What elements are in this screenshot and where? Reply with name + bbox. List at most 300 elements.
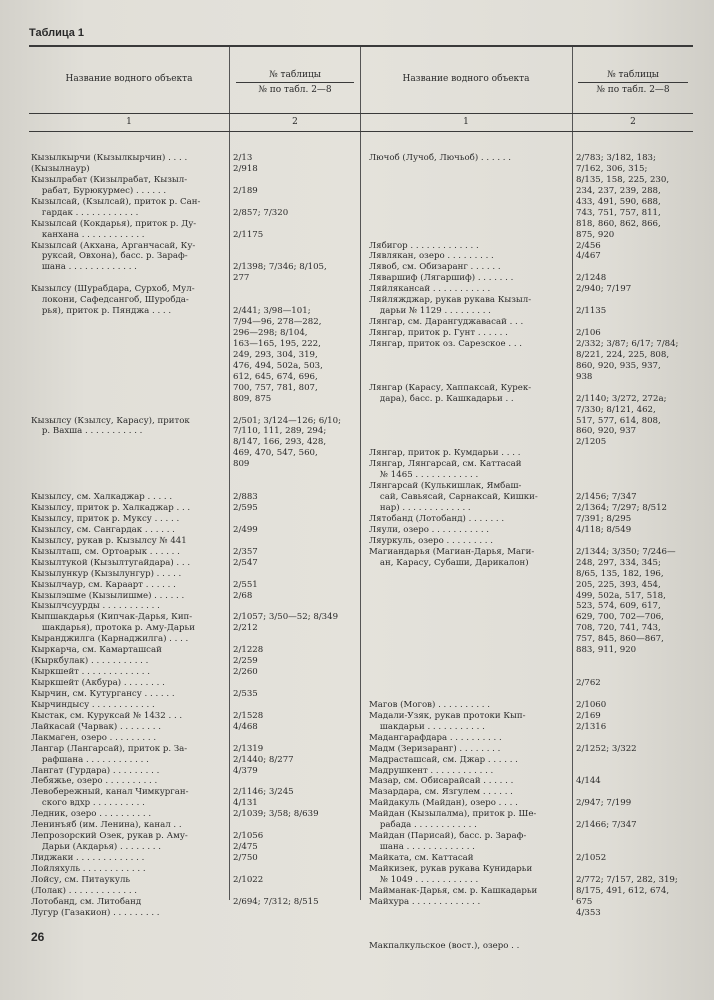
entry-name-line bbox=[31, 361, 228, 372]
entry-table-ref-line: 860, 920, 935, 937, bbox=[576, 360, 661, 371]
entry-name-line: руксай, Овхона), басс. р. Зараф- bbox=[31, 251, 188, 262]
entry-table-ref-line bbox=[576, 481, 692, 492]
entry-name-line: Магов (Могов) . . . . . . . . . . bbox=[369, 699, 490, 710]
entry-name-line bbox=[369, 405, 571, 416]
entry-table-ref-line bbox=[576, 842, 692, 853]
entry-table-ref-line: 2/441; 3/98—101; bbox=[233, 306, 311, 317]
entry-table-ref-line: 8/175, 491, 612, 674, bbox=[576, 885, 670, 896]
entry-table-ref-line bbox=[233, 601, 359, 612]
entry-name-line: Лугур (Газакион) . . . . . . . . . bbox=[31, 907, 160, 918]
header-table-sub-left: № по табл. 2—8 bbox=[258, 85, 332, 95]
entry-name-line: Кызылсу, см. Сангардак . . . . . . bbox=[31, 524, 175, 535]
entry-table-ref-line bbox=[233, 481, 359, 492]
entry-table-ref-line: 2/1252; 3/322 bbox=[576, 743, 637, 754]
entry-table-ref-line bbox=[576, 809, 692, 820]
entry-table-ref-line: 883, 911, 920 bbox=[576, 645, 637, 656]
entry-table-ref-line: 2/357 bbox=[233, 546, 258, 557]
entry-table-ref-line: 2/1039; 3/58; 8/639 bbox=[233, 809, 319, 820]
entry-table-ref-line: 4/144 bbox=[576, 776, 601, 787]
entry-table-ref-line: 2/501; 3/124—126; 6/10; bbox=[233, 415, 341, 426]
entry-name-line: Майхура . . . . . . . . . . . . . bbox=[369, 896, 481, 907]
entry-table-ref-line: 2/1528 bbox=[233, 710, 264, 721]
entry-name-line: шакдарьи . . . . . . . . . . . bbox=[369, 721, 485, 732]
entry-name-line: Кызылташ, см. Ортоарык . . . . . . bbox=[31, 546, 180, 557]
entry-table-ref-line bbox=[576, 733, 692, 744]
entry-name-line bbox=[369, 208, 571, 219]
entry-name-line: Лянгар, приток р. Кумдарьи . . . . bbox=[369, 448, 521, 459]
entry-name-line bbox=[369, 908, 571, 919]
entry-name-line bbox=[31, 405, 228, 416]
column-number-rule bbox=[29, 131, 693, 132]
entry-table-ref-line bbox=[576, 295, 692, 306]
entry-table-ref-line: 2/1344; 3/350; 7/246— bbox=[576, 546, 676, 557]
entry-name-line: Лепрозорский Озек, рукав р. Аму- bbox=[31, 831, 188, 842]
entry-name-line: (Лолак) . . . . . . . . . . . . . bbox=[31, 885, 138, 896]
entry-table-ref-line bbox=[576, 262, 692, 273]
entry-name-line: Майманак-Дарья, см. р. Кашкадарьи bbox=[369, 885, 538, 896]
entry-name-line: Макпалкульское (вост.), озеро . . bbox=[369, 940, 520, 951]
entry-table-ref-line: 2/212 bbox=[233, 623, 258, 634]
entry-table-ref-line bbox=[233, 197, 359, 208]
entry-table-ref-line: 4/131 bbox=[233, 798, 258, 809]
entry-name-line bbox=[369, 591, 571, 602]
entry-name-line bbox=[369, 612, 571, 623]
entry-table-ref-line: 2/918 bbox=[233, 163, 258, 174]
entry-table-ref-line: 469, 470, 547, 560, bbox=[233, 448, 318, 459]
entry-table-ref-line bbox=[233, 219, 359, 230]
entry-table-ref-line: 2/595 bbox=[233, 503, 258, 513]
entry-name-line: Лючоб (Лучоб, Лючьоб) . . . . . . bbox=[369, 153, 511, 163]
entry-table-ref-line bbox=[576, 656, 692, 667]
entry-name-line: Кызылсу, см. Халкаджар . . . . . bbox=[31, 492, 173, 503]
entry-table-ref-line: 296—298; 8/104, bbox=[233, 328, 308, 338]
left-names-column bbox=[31, 153, 228, 919]
left-numbers-column bbox=[233, 153, 359, 908]
entry-table-ref-line: 2/1466; 7/347 bbox=[576, 820, 637, 831]
entry-table-ref-line: 2/260 bbox=[233, 667, 258, 678]
entry-name-line: Лакмаген, озеро . . . . . . . . . bbox=[31, 732, 157, 743]
entry-name-line: Кызылсу, рукав р. Кызылсу № 441 bbox=[31, 535, 187, 546]
entry-name-line: гардак . . . . . . . . . . . . bbox=[31, 207, 139, 218]
entry-name-line bbox=[369, 186, 571, 197]
entry-name-line bbox=[369, 919, 571, 930]
entry-table-ref-line: 8/221, 224, 225, 808, bbox=[576, 349, 670, 360]
entry-table-ref-line: 757, 845, 860—867, bbox=[576, 634, 664, 645]
entry-name-line bbox=[31, 437, 228, 448]
entry-name-line: сай, Савьясай, Сарнаксай, Кишки- bbox=[369, 492, 538, 503]
entry-name-line: рабат, Бурюкурмес) . . . . . . bbox=[31, 185, 167, 196]
entry-table-ref-line: 2/1135 bbox=[576, 306, 607, 317]
entry-name-line: Лангар (Лангарсай), приток р. За- bbox=[31, 743, 188, 754]
entry-table-ref-line bbox=[233, 514, 359, 525]
entry-table-ref-line: 2/1060 bbox=[576, 699, 607, 710]
entry-name-line bbox=[369, 350, 571, 361]
entry-table-ref-line: 4/467 bbox=[576, 251, 601, 262]
entry-table-ref-line: 2/1056 bbox=[233, 831, 264, 842]
entry-name-line: рабада . . . . . . . . . . . . bbox=[369, 820, 477, 831]
entry-name-line: Магиандарья (Магиан-Дарья, Маги- bbox=[369, 546, 535, 557]
header-subrule-right bbox=[578, 82, 688, 83]
entry-table-ref-line bbox=[233, 569, 359, 580]
entry-table-ref-line: 2/883 bbox=[233, 492, 258, 503]
entry-table-ref-line bbox=[576, 766, 692, 777]
entry-table-ref-line: 2/694; 7/312; 8/515 bbox=[233, 896, 319, 907]
entry-table-ref-line bbox=[576, 787, 692, 798]
entry-table-ref-line bbox=[233, 678, 359, 689]
entry-name-line: Мазардара, см. Язгулем . . . . . . bbox=[369, 787, 513, 798]
entry-table-ref-line: 8/65, 135, 182, 196, bbox=[576, 568, 664, 579]
entry-name-line bbox=[369, 569, 571, 580]
entry-name-line: Кыркарча, см. Камарташсай bbox=[31, 645, 162, 656]
entry-name-line: Кызылсу (Кзылсу, Карасу), приток bbox=[31, 415, 190, 426]
entry-name-line: ан, Карасу, Субаши, Дарикалон) bbox=[369, 557, 529, 568]
entry-table-ref-line bbox=[576, 536, 692, 547]
entry-table-ref-line: 2/499 bbox=[233, 524, 258, 535]
table-label: Таблица 1 bbox=[29, 27, 85, 39]
entry-name-line: Ляуркуль, озеро . . . . . . . . . bbox=[369, 535, 493, 546]
entry-name-line bbox=[369, 580, 571, 591]
entry-name-line bbox=[369, 175, 571, 186]
entry-name-line bbox=[31, 372, 228, 383]
entry-table-ref-line bbox=[233, 776, 359, 787]
entry-name-line bbox=[369, 645, 571, 656]
entry-name-line: Кызылкырчи (Кызылкырчин) . . . . bbox=[31, 153, 188, 163]
entry-table-ref-line: 2/169 bbox=[576, 710, 601, 721]
entry-name-line: Лятобанд (Лотобанд) . . . . . . . bbox=[369, 513, 505, 524]
entry-table-ref-line: 2/332; 3/87; 6/17; 7/84; bbox=[576, 338, 679, 349]
entry-table-ref-line: 2/750 bbox=[233, 853, 258, 863]
entry-table-ref-line: 2/535 bbox=[233, 688, 258, 699]
entry-name-line: ского вдхр . . . . . . . . . . bbox=[31, 798, 145, 809]
entry-name-line: Мадм (Зеризаранг) . . . . . . . . bbox=[369, 743, 501, 754]
entry-table-ref-line bbox=[233, 295, 359, 306]
entry-name-line: Кызылэшме (Кызылишме) . . . . . . bbox=[31, 590, 185, 601]
entry-name-line: Кыркшейт . . . . . . . . . . . . . bbox=[31, 667, 150, 678]
entry-table-ref-line: 2/940; 7/197 bbox=[576, 284, 632, 295]
entry-table-ref-line: 675 bbox=[576, 896, 593, 907]
entry-name-line bbox=[369, 656, 571, 667]
entry-name-line bbox=[369, 678, 571, 689]
entry-name-line bbox=[369, 219, 571, 230]
entry-name-line: Кызылсай (Акхана, Арганчасай, Ку- bbox=[31, 240, 196, 251]
entry-name-line bbox=[369, 230, 571, 241]
entry-name-line bbox=[369, 197, 571, 208]
entry-name-line bbox=[369, 930, 571, 941]
entry-table-ref-line: 818, 860, 862, 866, bbox=[576, 218, 661, 229]
entry-table-ref-line: 4/353 bbox=[576, 907, 601, 918]
entry-name-line bbox=[31, 317, 228, 328]
entry-table-ref-line: 7/94—96, 278—282, bbox=[233, 317, 322, 328]
entry-name-line: Ляйляжджар, рукав рукава Кызыл- bbox=[369, 295, 532, 306]
entry-table-ref-line: 809 bbox=[233, 459, 250, 470]
entry-table-ref-line: 7/391; 8/295 bbox=[576, 513, 632, 524]
entry-table-ref-line: 2/1248 bbox=[576, 273, 607, 284]
entry-name-line: Кызылункур (Кызылунгур) . . . . . bbox=[31, 568, 182, 579]
entry-table-ref-line: 499, 502a, 517, 518, bbox=[576, 590, 666, 601]
entry-name-line bbox=[31, 273, 228, 284]
entry-name-line: (Кыркбулак) . . . . . . . . . . . bbox=[31, 656, 149, 667]
entry-name-line: Мадрушкент . . . . . . . . . . . . bbox=[369, 765, 494, 776]
entry-table-ref-line: 4/118; 8/549 bbox=[576, 524, 632, 535]
entry-table-ref-line bbox=[233, 864, 359, 875]
entry-name-line: Лайкасай (Чарвак) . . . . . . . . bbox=[31, 721, 161, 732]
entry-name-line: Лянгар, приток оз. Сарезское . . . bbox=[369, 338, 523, 349]
entry-name-line: Дарьи (Акдарья) . . . . . . . . bbox=[31, 842, 161, 853]
entry-name-line bbox=[31, 470, 228, 481]
colnum-2-left: 2 bbox=[292, 117, 298, 127]
entry-table-ref-line: 938 bbox=[576, 371, 593, 382]
entry-table-ref-line bbox=[233, 284, 359, 295]
entry-name-line: Лянгар, см. Дарангуджавасай . . . bbox=[369, 317, 524, 328]
entry-table-ref-line bbox=[576, 317, 692, 328]
entry-name-line: Кызылчаур, см. Караарт . . . . . . bbox=[31, 579, 176, 590]
entry-table-ref-line bbox=[233, 251, 359, 262]
entry-table-ref-line: 249, 293, 304, 319, bbox=[233, 349, 318, 360]
entry-name-line bbox=[31, 350, 228, 361]
entry-name-line: Кызылсу (Шурабдара, Сурхоб, Мул- bbox=[31, 284, 195, 295]
entry-name-line: Кыркшейт (Акбура) . . . . . . . . bbox=[31, 678, 165, 688]
entry-table-ref-line: 517, 577, 614, 808, bbox=[576, 415, 661, 426]
entry-name-line: дарьи № 1129 . . . . . . . . . bbox=[369, 306, 491, 317]
entry-table-ref-line: 2/762 bbox=[576, 678, 601, 688]
entry-name-line: Кызылтукой (Кызылтугайдара) . . . bbox=[31, 557, 191, 568]
entry-table-ref-line: 234, 237, 239, 288, bbox=[576, 185, 661, 196]
entry-name-line: Лотобанд, см. Литобанд bbox=[31, 896, 142, 907]
entry-table-ref-line: 700, 757, 781, 807, bbox=[233, 382, 318, 393]
entry-table-ref-line: 2/1022 bbox=[233, 874, 264, 885]
header-table-sub-right: № по табл. 2—8 bbox=[596, 85, 670, 95]
entry-table-ref-line bbox=[233, 700, 359, 711]
entry-name-line: Кыранджилга (Карнаджилга) . . . . bbox=[31, 634, 189, 645]
entry-table-ref-line: 2/547 bbox=[233, 557, 258, 568]
entry-table-ref-line: 4/379 bbox=[233, 765, 258, 776]
entry-table-ref-line: 809, 875 bbox=[233, 393, 272, 404]
entry-table-ref-line bbox=[576, 667, 692, 678]
entry-table-ref-line: 2/1364; 7/297; 8/512 bbox=[576, 503, 668, 513]
entry-table-ref-line bbox=[233, 886, 359, 897]
entry-name-line: Кыпшакдарья (Кипчак-Дарья, Кип- bbox=[31, 612, 193, 623]
entry-table-ref-line: 2/1205 bbox=[576, 437, 607, 448]
entry-table-ref-line: 4/468 bbox=[233, 721, 258, 732]
entry-table-ref-line: 2/1057; 3/50—52; 8/349 bbox=[233, 612, 339, 623]
entry-table-ref-line: 205, 225, 393, 454, bbox=[576, 579, 661, 590]
entry-name-line: шакдарья), протока р. Аму-Дарьи bbox=[31, 623, 195, 634]
entry-name-line: Майдан (Парисай), басс. р. Зараф- bbox=[369, 831, 527, 842]
entry-name-line: Лябигор . . . . . . . . . . . . . bbox=[369, 240, 479, 251]
entry-name-line bbox=[369, 416, 571, 427]
entry-table-ref-line: 476, 494, 502a, 503, bbox=[233, 360, 323, 371]
entry-table-ref-line: 2/1140; 3/272, 272a; bbox=[576, 393, 667, 404]
entry-table-ref-line: 2/1228 bbox=[233, 645, 264, 656]
entry-table-ref-line bbox=[233, 733, 359, 744]
colnum-1-right: 1 bbox=[463, 117, 469, 127]
entry-name-line: канхана . . . . . . . . . . . . bbox=[31, 229, 145, 240]
entry-name-line: Кызылчсуурды . . . . . . . . . . . bbox=[31, 601, 160, 612]
entry-table-ref-line: 875, 920 bbox=[576, 229, 615, 240]
entry-name-line bbox=[31, 394, 228, 405]
entry-name-line: № 1049 . . . . . . . . . . . . bbox=[369, 874, 479, 885]
entry-table-ref-line: 2/1146; 3/245 bbox=[233, 787, 294, 798]
entry-table-ref-line: 629, 700, 702—706, bbox=[576, 612, 664, 623]
entry-name-line bbox=[31, 328, 228, 339]
entry-table-ref-line: 2/1456; 7/347 bbox=[576, 492, 637, 503]
column-divider-right bbox=[572, 47, 573, 900]
entry-name-line: Мадрасташсай, см. Джар . . . . . . bbox=[369, 754, 518, 765]
entry-table-ref-line: 7/162, 306, 315; bbox=[576, 163, 648, 174]
entry-name-line: Кырчиндысу . . . . . . . . . . . . bbox=[31, 699, 155, 710]
entry-table-ref-line bbox=[233, 405, 359, 416]
entry-table-ref-line: 2/106 bbox=[576, 328, 601, 338]
entry-name-line: (Кызылнаур) bbox=[31, 163, 90, 174]
entry-table-ref-line bbox=[576, 755, 692, 766]
entry-table-ref-line bbox=[576, 470, 692, 481]
entry-name-line: Ляваршиф (Лягаршиф) . . . . . . . bbox=[369, 273, 514, 284]
entry-name-line: Ленинъяб (им. Ленина), канал . . bbox=[31, 820, 182, 831]
entry-name-line bbox=[369, 372, 571, 383]
entry-name-line: Кызылсу, приток р. Халкаджар . . . bbox=[31, 503, 191, 513]
entry-name-line: шана . . . . . . . . . . . . . bbox=[31, 262, 137, 273]
entry-table-ref-line: 2/13 bbox=[233, 153, 253, 163]
entry-name-line bbox=[31, 481, 228, 492]
entry-table-ref-line bbox=[233, 820, 359, 831]
entry-table-ref-line bbox=[576, 689, 692, 700]
entry-table-ref-line: 8/147, 166, 293, 428, bbox=[233, 437, 327, 448]
entry-name-line: № 1465 . . . . . . . . . . . . bbox=[369, 470, 479, 481]
entry-name-line: Кызылсу, приток р. Муксу . . . . . bbox=[31, 513, 180, 524]
entry-table-ref-line bbox=[233, 536, 359, 547]
entry-table-ref-line: 2/1175 bbox=[233, 229, 264, 240]
entry-name-line: Лявоб, см. Обизаранг . . . . . . bbox=[369, 262, 501, 273]
header-table-no-left: № таблицы bbox=[269, 70, 321, 80]
entry-name-line bbox=[31, 383, 228, 394]
header-subrule-left bbox=[236, 82, 354, 83]
colnum-1-left: 1 bbox=[126, 117, 132, 127]
entry-table-ref-line: 2/783; 3/182, 183; bbox=[576, 153, 656, 163]
top-rule bbox=[29, 45, 693, 47]
entry-table-ref-line: 277 bbox=[233, 273, 250, 284]
right-names-column bbox=[369, 153, 571, 951]
entry-name-line: Лойсу, см. Питаукуль bbox=[31, 874, 131, 885]
entry-table-ref-line: 2/551 bbox=[233, 579, 258, 590]
entry-name-line: Кызылсай, (Кзылсай), приток р. Сан- bbox=[31, 196, 201, 207]
entry-name-line: Мазар, см. Обисарайсай . . . . . . bbox=[369, 776, 514, 787]
entry-name-line: р. Вахша . . . . . . . . . . . bbox=[31, 426, 143, 437]
entry-name-line: Лебяжье, озеро . . . . . . . . . . bbox=[31, 776, 158, 787]
entry-table-ref-line: 2/857; 7/320 bbox=[233, 207, 289, 218]
entry-name-line: Лиджаки . . . . . . . . . . . . . bbox=[31, 853, 145, 863]
entry-name-line: Кырчин, см. Кутургансу . . . . . . bbox=[31, 688, 175, 699]
entry-name-line: Лойляхуль . . . . . . . . . . . . bbox=[31, 863, 146, 874]
header-table-no-right: № таблицы bbox=[607, 70, 659, 80]
entry-name-line bbox=[369, 634, 571, 645]
entry-table-ref-line bbox=[233, 470, 359, 481]
entry-name-line: Кызылрабат (Кизылрабат, Кызыл- bbox=[31, 174, 188, 185]
entry-name-line bbox=[369, 164, 571, 175]
entry-table-ref-line: 2/475 bbox=[233, 842, 258, 853]
entry-table-ref-line: 860, 920, 937 bbox=[576, 426, 637, 437]
column-divider-left bbox=[229, 47, 230, 900]
entry-name-line: дара), басс. р. Кашкадарьи . . bbox=[369, 393, 514, 404]
right-numbers-column bbox=[576, 153, 692, 919]
entry-name-line: Лянгар (Карасу, Хаппаксай, Курек- bbox=[369, 382, 532, 393]
entry-table-ref-line: 7/110, 111, 289, 294; bbox=[233, 426, 327, 437]
entry-name-line: Лянгар, приток р. Гунт . . . . . . bbox=[369, 328, 508, 338]
entry-name-line bbox=[31, 448, 228, 459]
entry-name-line: шана . . . . . . . . . . . . . bbox=[369, 842, 475, 853]
entry-name-line bbox=[369, 601, 571, 612]
entry-name-line: Лянгарсай (Кулькишлак, Ямбаш- bbox=[369, 481, 522, 492]
entry-name-line bbox=[369, 689, 571, 700]
entry-name-line: локони, Сафедсангоб, Шуробда- bbox=[31, 295, 189, 306]
header-name-left: Название водного объекта bbox=[65, 74, 193, 84]
column-divider-middle bbox=[360, 47, 361, 900]
entry-name-line: Майката, см. Каттасай bbox=[369, 853, 474, 863]
entry-name-line: нар) . . . . . . . . . . . . . bbox=[369, 503, 471, 513]
entry-table-ref-line: 2/1398; 7/346; 8/105, bbox=[233, 262, 327, 273]
entry-table-ref-line: 2/456 bbox=[576, 240, 601, 251]
entry-name-line: Лявлякан, озеро . . . . . . . . . bbox=[369, 251, 494, 262]
entry-name-line: Ляйлякансай . . . . . . . . . . . bbox=[369, 284, 491, 295]
entry-name-line: Лянгар, Лянгарсай, см. Каттасай bbox=[369, 459, 522, 470]
entry-table-ref-line: 2/68 bbox=[233, 590, 253, 601]
entry-name-line: Мадангарафдара . . . . . . . . . . bbox=[369, 732, 502, 743]
entry-table-ref-line: 8/135, 158, 225, 230, bbox=[576, 174, 670, 185]
entry-name-line: Майкизек, рукав рукава Кунидарьи bbox=[369, 863, 533, 874]
entry-table-ref-line: 2/772; 7/157, 282, 319; bbox=[576, 874, 678, 885]
entry-table-ref-line: 2/1052 bbox=[576, 853, 607, 863]
entry-name-line: Мадали-Узяк, рукав протоки Кып- bbox=[369, 710, 526, 721]
entry-name-line bbox=[369, 361, 571, 372]
entry-table-ref-line: 7/330; 8/121, 462, bbox=[576, 404, 656, 415]
entry-table-ref-line: 2/1316 bbox=[576, 721, 607, 732]
entry-table-ref-line: 2/1319 bbox=[233, 743, 264, 754]
entry-name-line: Майдакуль (Майдан), озеро . . . . bbox=[369, 798, 518, 809]
entry-name-line: Ледник, озеро . . . . . . . . . . bbox=[31, 809, 152, 820]
header-rule bbox=[29, 113, 693, 114]
entry-name-line: рья), приток р. Пянджа . . . . bbox=[31, 306, 172, 317]
entry-table-ref-line bbox=[233, 175, 359, 186]
entry-name-line bbox=[31, 339, 228, 350]
entry-table-ref-line: 708, 720, 741, 743, bbox=[576, 623, 661, 634]
entry-name-line: Левобережный, канал Чимкурган- bbox=[31, 787, 189, 798]
entry-table-ref-line bbox=[233, 634, 359, 645]
header-name-right: Название водного объекта bbox=[402, 74, 530, 84]
entry-name-line: Майдан (Кызылалма), приток р. Ше- bbox=[369, 809, 537, 820]
entry-table-ref-line bbox=[576, 459, 692, 470]
entry-name-line: рафшана . . . . . . . . . . . . bbox=[31, 754, 149, 765]
entry-name-line bbox=[369, 426, 571, 437]
entry-table-ref-line: 248, 297, 334, 345; bbox=[576, 557, 661, 568]
entry-table-ref-line bbox=[576, 448, 692, 459]
entry-table-ref-line: 433, 491, 590, 688, bbox=[576, 196, 661, 207]
entry-name-line bbox=[369, 623, 571, 634]
entry-table-ref-line: 2/189 bbox=[233, 185, 258, 196]
entry-table-ref-line: 523, 574, 609, 617, bbox=[576, 601, 661, 612]
entry-name-line bbox=[369, 437, 571, 448]
entry-table-ref-line bbox=[576, 864, 692, 875]
entry-name-line: Ляули, озеро . . . . . . . . . . . bbox=[369, 524, 490, 535]
entry-name-line: Лангат (Гурдара) . . . . . . . . . bbox=[31, 765, 160, 776]
entry-table-ref-line: 2/259 bbox=[233, 656, 258, 667]
entry-name-line bbox=[369, 667, 571, 678]
entry-table-ref-line bbox=[576, 383, 692, 394]
entry-table-ref-line: 163—165, 195, 222, bbox=[233, 338, 321, 349]
entry-table-ref-line: 2/1440; 8/277 bbox=[233, 754, 294, 765]
entry-name-line bbox=[31, 459, 228, 470]
colnum-2-right: 2 bbox=[630, 117, 636, 127]
entry-table-ref-line: 743, 751, 757, 811, bbox=[576, 207, 661, 218]
entry-table-ref-line bbox=[576, 831, 692, 842]
